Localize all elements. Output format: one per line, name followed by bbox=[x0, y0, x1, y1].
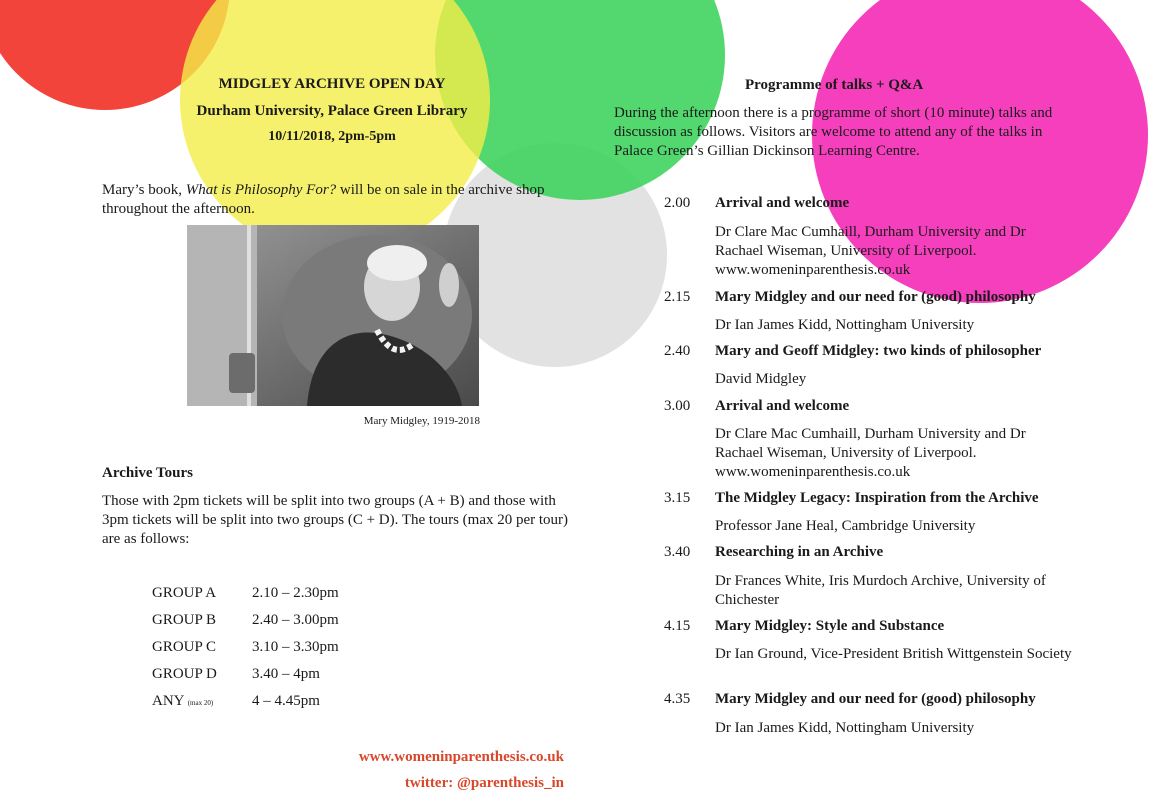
talk-speaker: Dr Clare Mac Cumhaill, Durham University and Dr Rachael Wiseman, University of Liverpool. www.womeninparenthesis.co.uk bbox=[715, 224, 1026, 278]
talk-time: 3.40 bbox=[664, 544, 691, 560]
talk-time: 2.15 bbox=[664, 289, 691, 305]
book-suffix: will be on sale in the archive shop throughout the afternoon. bbox=[102, 182, 545, 217]
book-paragraph bbox=[102, 181, 572, 219]
website-link[interactable]: www.womeninparenthesis.co.uk bbox=[358, 749, 564, 765]
talk-speaker: Dr Ian Ground, Vice-President British Wittgenstein Society bbox=[715, 646, 1072, 662]
group-time: 4 – 4.45pm bbox=[252, 693, 320, 709]
talk-speaker: Dr Clare Mac Cumhaill, Durham University and Dr Rachael Wiseman, University of Liverpool. www.womeninparenthesis.co.uk bbox=[715, 426, 1026, 480]
talk-title: Researching in an Archive bbox=[715, 544, 884, 560]
group-name: GROUP B bbox=[152, 612, 217, 628]
book-prefix: Mary’s book, bbox=[102, 182, 186, 198]
talk-title: Mary Midgley and our need for (good) philosophy bbox=[715, 691, 1036, 707]
talk-title: Mary and Geoff Midgley: two kinds of philosopher bbox=[715, 343, 1042, 359]
event-datetime: 10/11/2018, 2pm-5pm bbox=[268, 129, 396, 144]
talk-time: 4.35 bbox=[664, 691, 691, 707]
talk-speaker: Professor Jane Heal, Cambridge University bbox=[715, 518, 976, 534]
twitter-handle[interactable]: twitter: @parenthesis_in bbox=[404, 775, 564, 791]
talk-time: 4.15 bbox=[664, 618, 691, 634]
group-name: ANY bbox=[152, 693, 184, 709]
photo-caption: Mary Midgley, 1919-2018 bbox=[363, 415, 480, 427]
talk-speaker: Dr Ian James Kidd, Nottingham University bbox=[715, 720, 975, 736]
group-note: (max 20) bbox=[187, 699, 214, 707]
talk-speaker: David Midgley bbox=[715, 371, 807, 387]
talk-time: 2.00 bbox=[664, 195, 691, 211]
book-title: What is Philosophy For? bbox=[185, 182, 337, 198]
group-time: 2.40 – 3.00pm bbox=[252, 612, 339, 628]
talk-title: Arrival and welcome bbox=[715, 398, 850, 414]
tour-group-row bbox=[152, 612, 339, 629]
group-name: GROUP C bbox=[152, 639, 217, 655]
tours-heading: Archive Tours bbox=[102, 465, 193, 481]
tour-group-row bbox=[152, 585, 339, 602]
talk-time: 2.40 bbox=[664, 343, 691, 359]
venue-subtitle: Durham University, Palace Green Library bbox=[196, 103, 468, 119]
talk-title: Mary Midgley: Style and Substance bbox=[715, 618, 945, 634]
tours-paragraph: Those with 2pm tickets will be split into two groups (A + B) and those with 3pm tickets will be split into two groups (C + D). The tours (max 20 per tour) are as follows: bbox=[102, 493, 569, 547]
tour-group-row bbox=[152, 693, 320, 710]
talk-title: The Midgley Legacy: Inspiration from the Archive bbox=[715, 490, 1039, 506]
page-title: MIDGLEY ARCHIVE OPEN DAY bbox=[218, 76, 446, 92]
group-time: 3.40 – 4pm bbox=[252, 666, 320, 682]
group-time: 2.10 – 2.30pm bbox=[252, 585, 339, 601]
portrait-photo bbox=[187, 225, 479, 406]
group-time: 3.10 – 3.30pm bbox=[252, 639, 339, 655]
talk-title: Arrival and welcome bbox=[715, 195, 850, 211]
tour-group-row bbox=[152, 666, 320, 683]
tour-group-row bbox=[152, 639, 339, 656]
programme-intro: During the afternoon there is a programme of short (10 minute) talks and discussion as follows. Visitors are welcome to attend any of the talks in Palace Green’s Gillian Dickinson Learning Centre. bbox=[614, 105, 1053, 159]
talk-time: 3.15 bbox=[664, 490, 691, 506]
talk-time: 3.00 bbox=[664, 398, 691, 414]
talk-title: Mary Midgley and our need for (good) philosophy bbox=[715, 289, 1036, 305]
talk-speaker: Dr Frances White, Iris Murdoch Archive, University of Chichester bbox=[715, 573, 1046, 608]
talk-speaker: Dr Ian James Kidd, Nottingham University bbox=[715, 317, 975, 333]
group-name: GROUP D bbox=[152, 666, 217, 682]
group-name: GROUP A bbox=[152, 585, 217, 601]
programme-heading: Programme of talks + Q&A bbox=[745, 77, 924, 93]
